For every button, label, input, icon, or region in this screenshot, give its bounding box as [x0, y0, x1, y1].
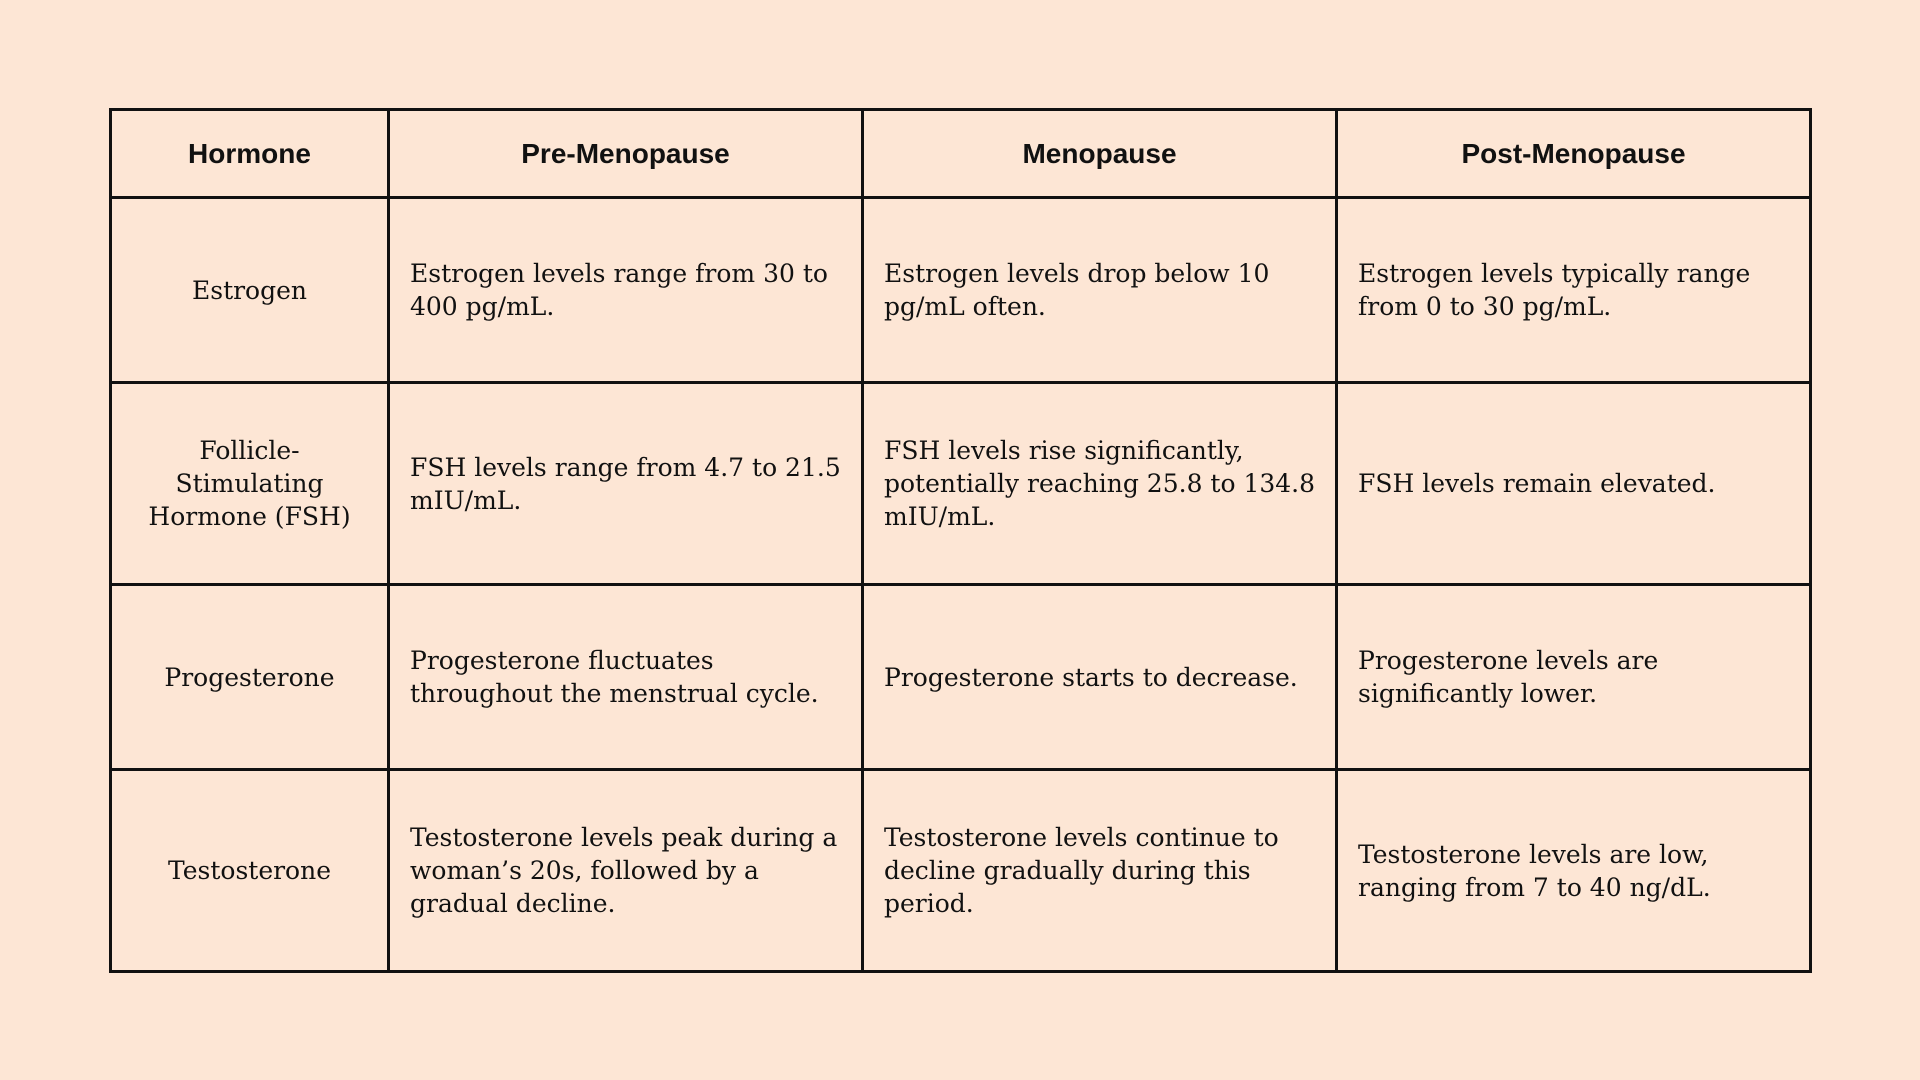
post-menopause-cell: Progesterone levels are significantly lower. [1337, 584, 1811, 769]
post-menopause-cell: Testosterone levels are low, ranging from 7 to 40 ng/dL. [1337, 770, 1811, 972]
post-menopause-cell: Estrogen levels typically range from 0 to 30 pg/mL. [1337, 198, 1811, 383]
table-row [111, 584, 1811, 769]
pre-menopause-cell: Progesterone fluctuates throughout the menstrual cycle. [389, 584, 863, 769]
hormone-levels-table [109, 108, 1812, 973]
post-menopause-cell: FSH levels remain elevated. [1337, 383, 1811, 585]
menopause-cell: Progesterone starts to decrease. [863, 584, 1337, 769]
menopause-cell: FSH levels rise significantly, potentially reaching 25.8 to 134.8 mIU/mL. [863, 383, 1337, 585]
table-row [111, 198, 1811, 383]
hormone-name-cell: Progesterone [111, 584, 389, 769]
table-row [111, 770, 1811, 972]
header-hormone: Hormone [111, 110, 389, 198]
menopause-cell: Testosterone levels continue to decline gradually during this period. [863, 770, 1337, 972]
header-menopause: Menopause [863, 110, 1337, 198]
header-pre-menopause: Pre-Menopause [389, 110, 863, 198]
menopause-cell: Estrogen levels drop below 10 pg/mL often. [863, 198, 1337, 383]
header-post-menopause: Post-Menopause [1337, 110, 1811, 198]
table-header-row [111, 110, 1811, 198]
pre-menopause-cell: FSH levels range from 4.7 to 21.5 mIU/mL. [389, 383, 863, 585]
hormone-name-cell: Follicle-Stimulating Hormone (FSH) [111, 383, 389, 585]
hormone-name-cell: Estrogen [111, 198, 389, 383]
table-row [111, 383, 1811, 585]
hormone-name-cell: Testosterone [111, 770, 389, 972]
pre-menopause-cell: Estrogen levels range from 30 to 400 pg/mL. [389, 198, 863, 383]
pre-menopause-cell: Testosterone levels peak during a woman’s 20s, followed by a gradual decline. [389, 770, 863, 972]
